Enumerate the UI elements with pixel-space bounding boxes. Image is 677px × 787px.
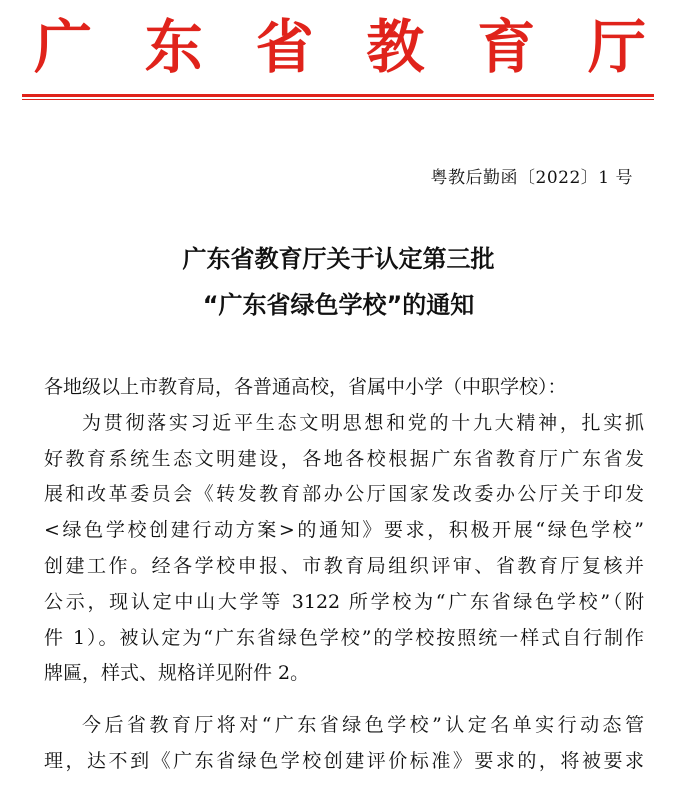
letterhead-char: 省 <box>255 13 314 81</box>
paragraph-line: <绿色学校创建行动方案>的通知》要求，积极开展“绿色学校” <box>44 519 644 542</box>
letterhead-char: 厅 <box>587 13 646 81</box>
paragraph-line: 创建工作。经各学校申报、市教育局组织评审、省教育厅复核并 <box>44 554 644 577</box>
paragraph-line: 理，达不到《广东省绿色学校创建评价标准》要求的，将被要求 <box>44 749 644 772</box>
document-title-line: “广东省绿色学校”的通知 <box>202 291 475 319</box>
paragraph-spacer <box>44 692 644 708</box>
letterhead-char: 东 <box>144 13 203 81</box>
document-title <box>0 236 677 328</box>
issuer-letterhead <box>34 14 646 80</box>
paragraph-line: 公示，现认定中山大学等 3122 所学校为“广东省绿色学校”（附 <box>44 590 644 613</box>
paragraph-line: 为贯彻落实习近平生态文明思想和党的十九大精神，扎实抓 <box>82 411 644 434</box>
document-title-line: 广东省教育厅关于认定第三批 <box>182 245 495 273</box>
paragraph-line: 好教育系统生态文明建设，各地各校根据广东省教育厅广东省发 <box>44 447 644 470</box>
letterhead-char: 育 <box>477 13 536 81</box>
document-body <box>44 370 644 780</box>
paragraph-line: 展和改革委员会《转发教育部办公厅国家发改委办公厅关于印发 <box>44 483 644 506</box>
paragraph-line: 今后省教育厅将对“广东省绿色学校”认定名单实行动态管 <box>82 714 644 737</box>
letterhead-char: 广 <box>34 13 93 81</box>
paragraph-line: 件 1）。被认定为“广东省绿色学校”的学校按照统一样式自行制作 <box>44 626 644 649</box>
salutation: 各地级以上市教育局，各普通高校，省属中小学（中职学校）： <box>44 376 567 398</box>
document-number: 粤教后勤函〔2022〕1 号 <box>430 168 633 188</box>
letterhead-divider-thick <box>22 94 654 97</box>
letterhead-divider-thin <box>22 99 654 100</box>
letterhead-char: 教 <box>366 13 425 81</box>
paragraph-line: 牌匾，样式、规格详见附件 2。 <box>44 662 310 685</box>
